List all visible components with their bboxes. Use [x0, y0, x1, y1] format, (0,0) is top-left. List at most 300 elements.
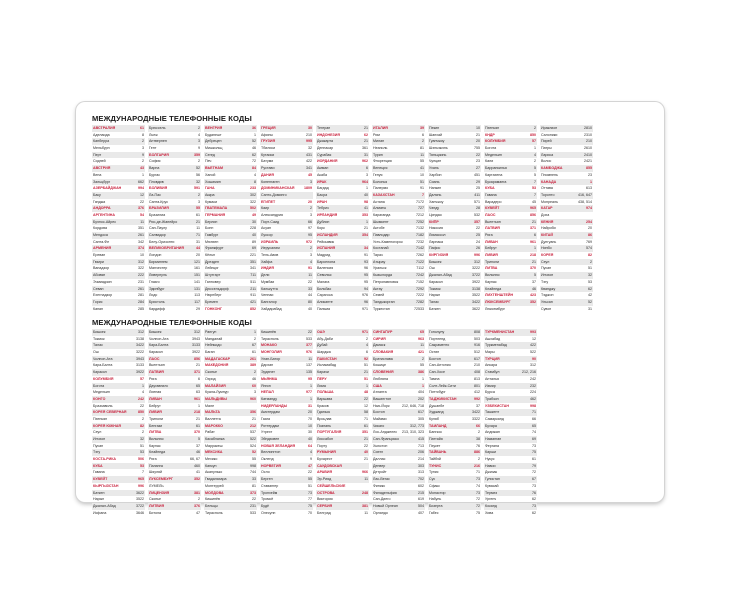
- city-row: [484, 389, 537, 396]
- country-name: МОНАКО: [261, 343, 277, 348]
- city-name: Манчестер: [149, 266, 168, 271]
- dial-code: 976: [306, 350, 312, 355]
- dial-code: 422: [306, 159, 312, 164]
- dial-code: 210: [474, 363, 480, 368]
- city-name: Гавана: [93, 470, 105, 475]
- city-row: [372, 416, 425, 423]
- dial-code: 141: [194, 279, 200, 284]
- dial-code: 522: [250, 437, 256, 441]
- dial-code: 2: [310, 206, 312, 211]
- city-row: [92, 199, 145, 206]
- city-row: [540, 306, 593, 313]
- dial-code: 2: [590, 259, 592, 264]
- dial-code: 82: [140, 423, 144, 428]
- city-name: Доха: [541, 212, 550, 217]
- city-row: [316, 272, 369, 279]
- dial-code: 75: [308, 503, 312, 508]
- city-row: [204, 252, 257, 259]
- city-row: [372, 265, 425, 272]
- city-name: Скопье: [149, 497, 162, 502]
- country-name: ЛИВАН: [485, 239, 498, 244]
- dial-code: 45: [532, 199, 536, 204]
- dial-code: 3138: [136, 336, 144, 341]
- city-row: [484, 179, 537, 186]
- city-name: Гвадалахара: [205, 477, 227, 482]
- city-row: [372, 443, 425, 450]
- country-row: [148, 152, 201, 159]
- dial-code: 73: [532, 483, 536, 488]
- country-name: МОНГОЛИЯ: [261, 350, 282, 355]
- country-name: ЛИТВА: [485, 266, 498, 271]
- country-row: [484, 239, 537, 246]
- city-name: Гамбург: [205, 233, 219, 237]
- city-name: Асуан: [261, 226, 271, 231]
- city-row: [92, 490, 145, 497]
- city-row: [316, 239, 369, 246]
- city-row: [428, 239, 481, 246]
- city-row: [540, 152, 593, 159]
- dial-code: 7142: [416, 246, 424, 251]
- dial-code: 41: [196, 470, 200, 475]
- country-row: [484, 329, 537, 336]
- dial-code: 11: [420, 152, 424, 157]
- city-row: [428, 369, 481, 376]
- city-row: [372, 219, 425, 226]
- city-row: [148, 349, 201, 356]
- country-name: ЛИВИЯ: [149, 410, 162, 415]
- city-name: Тбилиси: [261, 146, 276, 151]
- city-name: Скопье: [205, 370, 218, 375]
- city-name: Генуя: [373, 172, 383, 177]
- country-name: ИОРДАНИЯ: [317, 159, 338, 164]
- dial-code: 4: [198, 132, 200, 137]
- city-row: [428, 483, 481, 490]
- country-row: [428, 449, 481, 456]
- city-name: Гент: [149, 146, 157, 151]
- dial-code: 10: [308, 423, 312, 428]
- city-name: Сувон: [541, 306, 552, 311]
- city-row: [484, 449, 537, 456]
- dial-code: 971: [362, 330, 368, 334]
- country-row: [316, 158, 369, 165]
- city-row: [204, 342, 257, 349]
- dial-code: 371: [194, 370, 200, 375]
- dial-code: 77: [308, 497, 312, 502]
- city-name: Сан-Франциско: [373, 437, 400, 441]
- country-name: БРАЗИЛИЯ: [149, 206, 169, 211]
- city-name: Ош: [93, 350, 99, 355]
- country-name: МЬЯНМА: [261, 376, 278, 381]
- country-row: [92, 456, 145, 463]
- city-name: Дрезден: [205, 259, 220, 264]
- city-row: [372, 152, 425, 159]
- city-row: [428, 138, 481, 145]
- dial-code: 2310: [584, 132, 592, 137]
- dial-code: 72: [532, 470, 536, 475]
- city-name: Бостон: [373, 410, 385, 415]
- city-row: [316, 416, 369, 423]
- country-name: КЕНИЯ: [541, 219, 554, 224]
- dial-code: 20: [196, 253, 200, 258]
- city-name: Триполи: [149, 416, 163, 421]
- city-row: [260, 396, 313, 403]
- country-name: СИРИЯ: [373, 336, 386, 341]
- dial-code: 381: [194, 490, 200, 495]
- dial-code: 961: [194, 396, 200, 401]
- country-row: [92, 165, 145, 172]
- country-row: [428, 252, 481, 259]
- dial-code: 62: [532, 497, 536, 502]
- dial-code: 11: [140, 219, 144, 224]
- dial-code: 711: [250, 273, 256, 278]
- dial-code: 537: [250, 430, 256, 435]
- codes-column: [148, 329, 201, 516]
- dial-code: 11: [308, 273, 312, 278]
- city-name: Гавана: [485, 192, 497, 197]
- city-name: Ливерпуль: [149, 273, 167, 278]
- country-row: [204, 383, 257, 390]
- city-row: [260, 356, 313, 363]
- dial-code: 356: [250, 410, 256, 415]
- dial-code: 9: [310, 457, 312, 462]
- city-row: [260, 179, 313, 186]
- city-name: Уральск: [373, 266, 387, 271]
- city-name: Джалал-Абад: [93, 503, 116, 508]
- dial-code: 214: [418, 457, 424, 462]
- dial-code: 67: [532, 477, 536, 482]
- dial-code: 574: [586, 246, 592, 251]
- dial-code: 21: [364, 437, 368, 441]
- city-row: [148, 232, 201, 239]
- country-row: [484, 138, 537, 145]
- city-row: [148, 362, 201, 369]
- dial-code: 52: [196, 166, 200, 171]
- city-row: [204, 152, 257, 159]
- city-row: [316, 138, 369, 145]
- city-row: [148, 469, 201, 476]
- city-row: [484, 436, 537, 443]
- country-name: ОАЭ: [317, 330, 325, 334]
- city-name: Кумаси: [205, 199, 218, 204]
- city-name: Порт-Саид: [261, 219, 280, 224]
- city-row: [484, 199, 537, 206]
- country-name: МОЛДОВА: [205, 490, 224, 495]
- dial-code: 7262: [416, 253, 424, 258]
- dial-code: 7232: [416, 239, 424, 244]
- city-name: Перт: [93, 152, 102, 157]
- city-row: [428, 125, 481, 132]
- dial-code: 36: [252, 126, 256, 130]
- city-name: Штутгарт: [205, 273, 221, 278]
- city-name: Навои: [485, 463, 496, 468]
- dial-code: 53: [140, 463, 144, 468]
- dial-code: 855: [586, 166, 592, 171]
- city-name: Измир: [485, 383, 496, 388]
- dial-code: 702: [418, 477, 424, 482]
- city-name: Костанай: [373, 246, 389, 251]
- country-row: [316, 356, 369, 363]
- city-name: Остин: [429, 350, 440, 355]
- dial-code: 55: [420, 159, 424, 164]
- city-row: [372, 199, 425, 206]
- city-row: [92, 292, 145, 299]
- dial-code: 20: [476, 139, 480, 144]
- dial-code: 351: [138, 226, 144, 231]
- dial-code: 357: [474, 219, 480, 224]
- city-row: [92, 436, 145, 443]
- dial-code: 998: [530, 403, 536, 408]
- dial-code: 224: [530, 390, 536, 395]
- dial-code: 342: [138, 239, 144, 244]
- dial-code: 9: [142, 152, 144, 157]
- city-name: Ашхабад: [485, 336, 501, 341]
- city-name: Будапешт: [205, 132, 222, 137]
- country-row: [260, 463, 313, 470]
- city-row: [316, 476, 369, 483]
- city-row: [484, 172, 537, 179]
- city-name: Атланта: [373, 390, 387, 395]
- dial-code: 305: [418, 416, 424, 421]
- dial-code: 72533: [414, 306, 424, 311]
- city-row: [428, 286, 481, 293]
- city-name: Детройт: [373, 470, 387, 475]
- city-row: [148, 165, 201, 172]
- city-row: [92, 132, 145, 139]
- city-name: Ларнака: [429, 239, 443, 244]
- city-name: Рим: [373, 132, 380, 137]
- dial-code: 21: [364, 139, 368, 144]
- country-row: [540, 179, 593, 186]
- city-name: Турин: [373, 152, 383, 157]
- country-name: ТАЙВАНЬ: [429, 450, 447, 455]
- city-name: Букараманга: [485, 179, 507, 184]
- dial-code: 73: [532, 443, 536, 448]
- city-name: Кара-Балта: [149, 343, 169, 348]
- dial-code: 3646: [136, 510, 144, 515]
- city-row: [372, 503, 425, 510]
- city-row: [428, 192, 481, 199]
- city-name: Бургас: [149, 172, 161, 177]
- city-name: Тайбэй: [429, 457, 441, 462]
- city-row: [316, 299, 369, 306]
- city-name: Каунас: [149, 443, 161, 448]
- dial-code: 37: [196, 443, 200, 448]
- dial-code: 911: [250, 293, 256, 298]
- dial-code: 7182: [416, 233, 424, 237]
- dial-code: 9: [198, 146, 200, 151]
- country-name: АВСТРИЯ: [93, 166, 111, 171]
- country-row: [540, 232, 593, 239]
- dial-code: 2: [478, 457, 480, 462]
- country-row: [92, 476, 145, 483]
- dial-code: 21: [252, 416, 256, 421]
- dial-code: 222: [138, 273, 144, 278]
- city-name: Пхеньян: [93, 416, 108, 421]
- dial-code: 73: [532, 503, 536, 508]
- dial-code: 65: [532, 423, 536, 428]
- city-name: Карши: [485, 450, 496, 455]
- dial-code: 3222: [472, 266, 480, 271]
- city-row: [204, 232, 257, 239]
- city-name: Бурса: [485, 390, 495, 395]
- country-name: СЛОВЕНИЯ: [373, 370, 394, 375]
- country-name: КОЛУМБИЯ: [93, 376, 114, 381]
- city-row: [316, 205, 369, 212]
- city-name: Милан: [373, 139, 385, 144]
- country-row: [148, 245, 201, 252]
- city-row: [316, 409, 369, 416]
- dial-code: 4: [254, 172, 256, 177]
- city-row: [428, 299, 481, 306]
- city-name: Пальма: [317, 306, 331, 311]
- city-name: Токмок: [429, 286, 441, 291]
- city-row: [148, 179, 201, 186]
- country-name: НЕПАЛ: [261, 390, 274, 395]
- country-name: АЗЕРБАЙДЖАН: [93, 186, 122, 191]
- dial-code: 215: [418, 490, 424, 495]
- city-name: Пхукет: [429, 443, 441, 448]
- dial-code: 33: [308, 286, 312, 291]
- country-row: [316, 179, 369, 186]
- city-name: Тэгу: [93, 450, 101, 455]
- city-row: [260, 490, 313, 497]
- city-row: [372, 272, 425, 279]
- dial-code: 91: [308, 266, 312, 271]
- city-name: Мандалай: [205, 336, 223, 341]
- country-name: КНДР: [485, 132, 495, 137]
- country-row: [204, 396, 257, 403]
- city-name: Финикс: [373, 483, 386, 488]
- city-name: Сан-Антонио: [429, 363, 451, 368]
- city-name: Варадеро: [485, 199, 502, 204]
- city-name: Болонья: [373, 179, 388, 184]
- city-row: [148, 192, 201, 199]
- city-name: Хива: [485, 510, 494, 515]
- dial-code: 89: [252, 239, 256, 244]
- dial-code: 10: [420, 172, 424, 177]
- country-row: [148, 369, 201, 376]
- city-name: Дамаск: [373, 343, 386, 348]
- dial-code: 850: [138, 410, 144, 415]
- dial-code: 31: [308, 403, 312, 408]
- dial-code: 22: [308, 470, 312, 475]
- country-row: [372, 349, 425, 356]
- dial-code: 404: [418, 390, 424, 395]
- city-name: Варна: [149, 166, 160, 171]
- city-name: Бейрут: [485, 246, 497, 251]
- city-name: Кордова: [93, 226, 107, 231]
- city-name: Браззавиль: [93, 403, 113, 408]
- city-name: Бильбао: [317, 286, 332, 291]
- dial-code: 3922: [472, 279, 480, 284]
- city-row: [372, 172, 425, 179]
- city-name: Утрехт: [261, 430, 273, 435]
- city-name: Берлин: [205, 219, 218, 224]
- country-row: [316, 389, 369, 396]
- dial-code: 121: [194, 259, 200, 264]
- codes-column: [316, 125, 369, 312]
- dial-code: 10: [476, 126, 480, 130]
- country-name: МАЛАЙЗИЯ: [205, 383, 226, 388]
- city-row: [92, 329, 145, 336]
- country-name: ГВАТЕМАЛА: [205, 206, 228, 211]
- dial-code: 7172: [416, 199, 424, 204]
- dial-code: 2: [198, 192, 200, 197]
- city-name: Кутаиси: [261, 152, 275, 157]
- city-row: [372, 436, 425, 443]
- city-row: [484, 490, 537, 497]
- city-name: Амстердам: [261, 410, 280, 415]
- city-row: [372, 225, 425, 232]
- dial-code: 131: [194, 286, 200, 291]
- city-name: Улан-Батор: [261, 356, 281, 361]
- city-name: Тэджон: [541, 293, 554, 298]
- city-row: [316, 306, 369, 313]
- codes-column: [484, 125, 537, 312]
- country-name: СЕЙШЕЛЬСКИЕ: [317, 483, 346, 488]
- city-name: Белу-Оризонти: [149, 239, 175, 244]
- city-name: Душанбе: [429, 403, 445, 408]
- dial-code: 22: [364, 396, 368, 401]
- city-name: Афины: [261, 132, 273, 137]
- dial-code: 71: [196, 233, 200, 237]
- dial-code: 37: [532, 279, 536, 284]
- dial-code: 3: [310, 179, 312, 184]
- dial-code: 39: [420, 126, 424, 130]
- country-row: [484, 265, 537, 272]
- city-name: Коканд: [485, 503, 497, 508]
- city-row: [428, 409, 481, 416]
- city-row: [428, 265, 481, 272]
- dial-code: 135: [306, 370, 312, 375]
- dial-code: 3: [254, 390, 256, 395]
- dial-code: 40: [308, 306, 312, 311]
- city-row: [484, 362, 537, 369]
- dial-code: 421: [250, 299, 256, 304]
- dial-code: 151: [194, 273, 200, 278]
- city-row: [148, 259, 201, 266]
- city-name: Кали: [485, 159, 494, 164]
- city-row: [540, 245, 593, 252]
- city-row: [148, 199, 201, 206]
- city-name: Эчмиадзин: [93, 279, 112, 284]
- country-row: [148, 490, 201, 497]
- city-row: [372, 362, 425, 369]
- dial-code: 30: [308, 126, 312, 130]
- codes-column: [204, 329, 257, 516]
- dial-code: 24: [476, 239, 480, 244]
- city-row: [484, 152, 537, 159]
- dial-code: 377: [306, 343, 312, 348]
- dial-code: 52: [252, 450, 256, 455]
- city-row: [148, 483, 201, 490]
- city-row: [372, 286, 425, 293]
- country-row: [92, 212, 145, 219]
- city-row: [372, 299, 425, 306]
- city-row: [316, 225, 369, 232]
- city-name: Кызылорда: [373, 273, 393, 278]
- city-row: [260, 336, 313, 343]
- city-row: [316, 145, 369, 152]
- city-name: Нью-Йорк: [373, 403, 390, 408]
- dial-code: 90: [532, 356, 536, 361]
- dial-code: 801: [474, 383, 480, 388]
- city-row: [148, 225, 201, 232]
- city-row: [204, 179, 257, 186]
- city-row: [428, 356, 481, 363]
- city-row: [372, 490, 425, 497]
- city-name: Лариса: [541, 152, 554, 157]
